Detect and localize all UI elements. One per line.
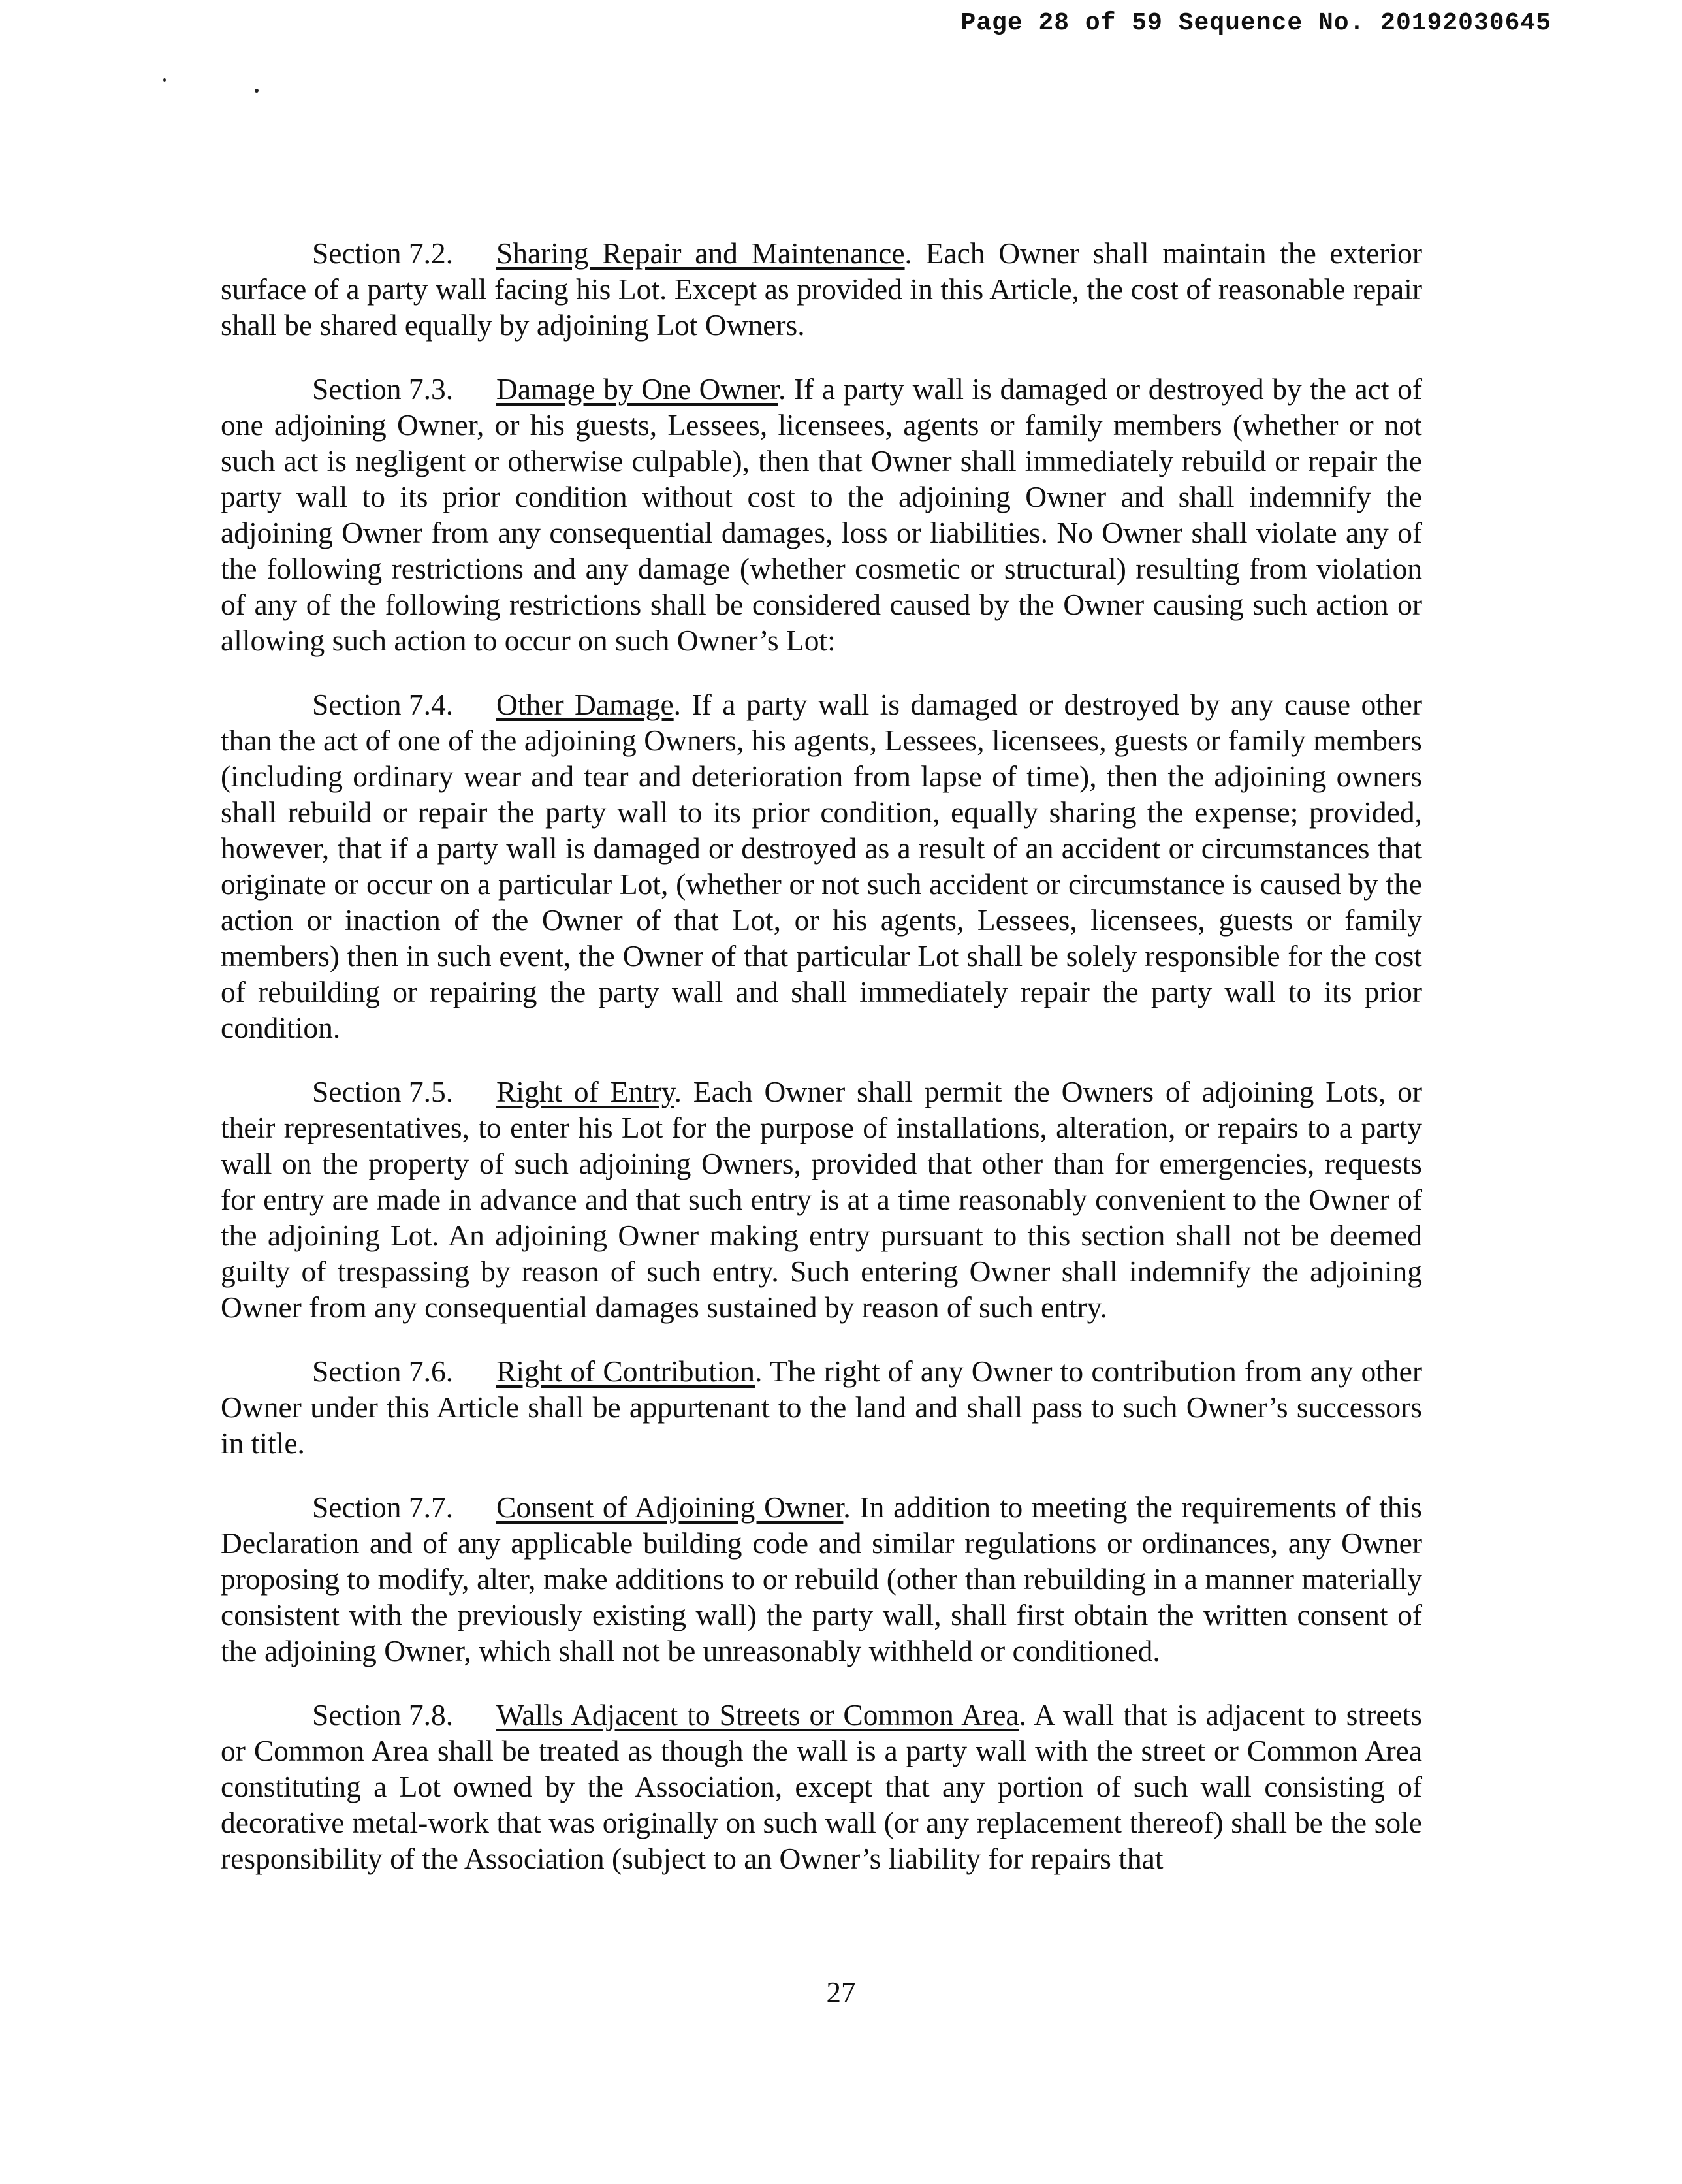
section-7-6 <box>221 1353 1422 1461</box>
section-title: Sharing Repair and Maintenance <box>496 236 905 270</box>
section-7-4 <box>221 686 1422 1046</box>
section-number: Section 7.8. <box>312 1698 454 1731</box>
scan-speck <box>163 78 166 82</box>
section-number: Section 7.4. <box>312 688 454 721</box>
document-body <box>221 235 1422 1904</box>
section-text: . Each Owner shall maintain the exterior surface of a party wall facing his Lot. Except as provided in this Article, the cost of reasonable repair shall be shared equally by adjoining Lot Owners. <box>221 236 1422 342</box>
section-7-8 <box>221 1697 1422 1876</box>
section-title: Right of Entry <box>496 1075 674 1108</box>
section-number: Section 7.6. <box>312 1355 454 1388</box>
page-number: 27 <box>826 1976 856 2009</box>
section-7-2 <box>221 235 1422 343</box>
section-text: . The right of any Owner to contribution from any other Owner under this Article shall be appurtenant to the land and shall pass to such Owner’s successors in title. <box>221 1355 1422 1460</box>
section-title: Right of Contribution <box>496 1355 755 1388</box>
section-number: Section 7.3. <box>312 372 454 406</box>
section-title: Damage by One Owner <box>496 372 778 406</box>
scan-speck <box>255 89 259 93</box>
section-title: Consent of Adjoining Owner <box>496 1490 844 1524</box>
section-7-7 <box>221 1489 1422 1669</box>
section-title: Other Damage <box>496 688 674 721</box>
section-text: . If a party wall is damaged or destroyed by any cause other than the act of one of the adjoining Owners, his agents, Lessees, licensees, guests or family members (including ordinary wear and tear and deterioration from lapse of time), then the adjoining owners shall rebuild or repair the party wall to its prior condition, equally sharing the expense; provided, however, that if a party wall is damaged or destroyed as a result of an accident or circumstances that originate or occur on a particular Lot, (whether or not such accident or circumstance is caused by the action or inaction of the Owner of that Lot, or his agents, Lessees, licensees, guests or family members) then in such event, the Owner of that particular Lot shall be solely responsible for the cost of rebuilding or repairing the party wall and shall immediately repair the party wall to its prior condition. <box>221 688 1422 1044</box>
section-text: . If a party wall is damaged or destroyed by the act of one adjoining Owner, or his guests, Lessees, licensees, agents or family members (whether or not such act is negligent or otherwise culpable), then that Owner shall immediately rebuild or repair the party wall to its prior condition without cost to the adjoining Owner and shall indemnify the adjoining Owner from any consequential damages, loss or liabilities. No Owner shall violate any of the following restrictions and any damage (whether cosmetic or structural) resulting from violation of any of the following restrictions shall be considered caused by the Owner causing such action or allowing such action to occur on such Owner’s Lot: <box>221 372 1422 657</box>
section-number: Section 7.7. <box>312 1490 454 1524</box>
section-number: Section 7.2. <box>312 236 454 270</box>
section-7-5 <box>221 1074 1422 1325</box>
section-text: . Each Owner shall permit the Owners of adjoining Lots, or their representatives, to enter his Lot for the purpose of installations, alteration, or repairs to a party wall on the property of such adjoining Owners, provided that other than for emergencies, requests for entry are made in advance and that such entry is at a time reasonably convenient to the Owner of the adjoining Lot. An adjoining Owner making entry pursuant to this section shall not be deemed guilty of trespassing by reason of such entry. Such entering Owner shall indemnify the adjoining Owner from any consequential damages sustained by reason of such entry. <box>221 1075 1423 1324</box>
section-7-3 <box>221 371 1422 658</box>
page-sequence-stamp: Page 28 of 59 Sequence No. 20192030645 <box>960 9 1551 37</box>
section-title: Walls Adjacent to Streets or Common Area <box>496 1698 1019 1731</box>
section-text: . A wall that is adjacent to streets or Common Area shall be treated as though the wall is a party wall with the street or Common Area constituting a Lot owned by the Association, except that any portion of such wall consisting of decorative metal-work that was originally on such wall (or any replacement thereof) shall be the sole responsibility of the Association (subject to an Owner’s liability for repairs that <box>221 1698 1422 1875</box>
section-text: . In addition to meeting the requirements of this Declaration and of any applicable building code and similar regulations or ordinances, any Owner proposing to modify, alter, make additions to or rebuild (other than rebuilding in a manner materially consistent with the previously existing wall) the party wall, shall first obtain the written consent of the adjoining Owner, which shall not be unreasonably withheld or conditioned. <box>221 1490 1422 1667</box>
section-number: Section 7.5. <box>312 1075 454 1108</box>
